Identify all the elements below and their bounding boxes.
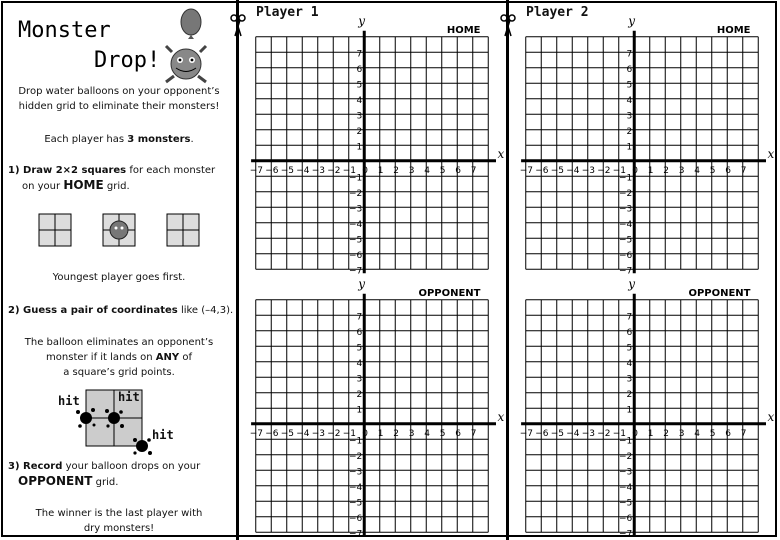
y-tick-label: 1 [356, 142, 363, 153]
winner-line1: The winner is the last player with [35, 508, 203, 519]
y-tick-label: 2 [626, 126, 633, 137]
x-tick-label: −6 [265, 428, 279, 439]
y-tick-label: 5 [626, 80, 633, 91]
x-tick-label: −5 [280, 428, 295, 439]
y-tick-label: −4 [618, 482, 633, 493]
y-tick-label: 6 [626, 64, 633, 75]
x-tick-label: −4 [296, 165, 310, 176]
y-tick-label: 7 [626, 49, 633, 60]
x-tick-label: 7 [470, 165, 477, 176]
youngest-line: Youngest player goes first. [52, 272, 186, 283]
balloon-line3: a square’s grid points. [63, 367, 175, 378]
y-tick-label: 3 [356, 111, 363, 122]
x-tick-label: −1 [612, 428, 627, 439]
y-tick-label: −6 [618, 250, 633, 261]
y-tick-label: 4 [356, 358, 363, 369]
x-tick-label: 6 [455, 428, 461, 439]
x-tick-label: 5 [439, 428, 446, 439]
y-tick-label: −2 [348, 188, 363, 199]
x-tick-label: −4 [566, 165, 580, 176]
x-tick-label: 1 [647, 165, 654, 176]
x-tick-label: −6 [265, 165, 279, 176]
x-tick-label: −5 [550, 165, 565, 176]
y-tick-label: −5 [618, 235, 633, 246]
x-tick-label: −6 [535, 428, 549, 439]
title-line2: Drop! [94, 48, 161, 73]
x-tick-label: −7 [249, 428, 264, 439]
x-tick-label: 4 [694, 165, 700, 176]
y-tick-label: 2 [356, 389, 363, 400]
x-tick-label: 6 [725, 165, 731, 176]
title-line1: Monster [18, 18, 111, 43]
x-tick-label: −6 [535, 165, 549, 176]
y-tick-label: −3 [618, 467, 633, 478]
y-tick-label: −7 [618, 529, 633, 540]
x-axis-label: x [767, 146, 775, 161]
step1-line2: on your HOME grid. [22, 178, 130, 192]
x-tick-label: 0 [362, 165, 368, 176]
x-tick-label: −5 [550, 428, 565, 439]
x-tick-label: −2 [327, 165, 341, 176]
y-tick-label: −6 [348, 250, 363, 261]
y-tick-label: −3 [618, 204, 633, 215]
y-tick-label: −3 [348, 204, 363, 215]
balloon-line2: monster if it lands on ANY of [46, 352, 192, 363]
y-tick-label: 7 [356, 312, 363, 323]
x-tick-label: 7 [470, 428, 477, 439]
x-tick-label: −7 [519, 428, 534, 439]
y-axis-label: y [628, 276, 636, 291]
grid-label-opponent: OPPONENT [688, 287, 751, 299]
grid-label-home: HOME [446, 24, 481, 36]
y-tick-label: 6 [356, 327, 363, 338]
x-tick-label: −3 [311, 165, 326, 176]
x-tick-label: 0 [362, 428, 368, 439]
x-tick-label: −1 [342, 428, 357, 439]
x-tick-label: −1 [612, 165, 627, 176]
x-tick-label: 2 [393, 165, 399, 176]
x-tick-label: 7 [740, 428, 747, 439]
x-tick-label: −2 [597, 165, 611, 176]
y-tick-label: 6 [626, 327, 633, 338]
y-tick-label: −5 [348, 498, 363, 509]
x-tick-label: 6 [725, 428, 731, 439]
player1-home-grid [250, 14, 505, 277]
x-axis-label: x [767, 409, 775, 424]
y-tick-label: −7 [348, 529, 363, 540]
hit-label-2: hit [118, 390, 140, 404]
x-tick-label: 3 [678, 165, 685, 176]
y-tick-label: 4 [626, 358, 633, 369]
x-tick-label: 2 [663, 428, 669, 439]
x-axis-label: x [497, 409, 505, 424]
step3-line1: 3) Record your balloon drops on your [8, 461, 201, 472]
x-tick-label: 3 [678, 428, 685, 439]
intro-line2: hidden grid to eliminate their monsters! [18, 101, 220, 112]
y-tick-label: 5 [626, 343, 633, 354]
y-tick-label: −5 [348, 235, 363, 246]
y-tick-label: 2 [356, 126, 363, 137]
y-tick-label: 4 [626, 95, 633, 106]
y-tick-label: −2 [348, 451, 363, 462]
y-tick-label: 5 [356, 80, 363, 91]
hit-label-1: hit [58, 394, 80, 408]
x-tick-label: 4 [424, 165, 430, 176]
y-tick-label: −4 [348, 219, 363, 230]
step1-line1: 1) Draw 2×2 squares for each monster [8, 165, 216, 176]
y-tick-label: 3 [626, 374, 633, 385]
x-axis-label: x [497, 146, 505, 161]
x-tick-label: −3 [581, 165, 596, 176]
x-tick-label: 1 [377, 165, 384, 176]
y-tick-label: 3 [356, 374, 363, 385]
step3-line2: OPPONENT grid. [18, 474, 119, 488]
y-axis-label: y [358, 276, 366, 291]
x-tick-label: 5 [709, 428, 716, 439]
balloon-line1: The balloon eliminates an opponent’s [24, 337, 214, 348]
x-tick-label: 0 [632, 165, 638, 176]
x-tick-label: 1 [377, 428, 384, 439]
y-tick-label: −2 [618, 451, 633, 462]
x-tick-label: −3 [581, 428, 596, 439]
x-tick-label: −1 [342, 165, 357, 176]
y-tick-label: −7 [618, 266, 633, 277]
player1-title: Player 1 [256, 5, 319, 20]
x-tick-label: 2 [663, 165, 669, 176]
x-tick-label: 1 [647, 428, 654, 439]
x-tick-label: −7 [519, 165, 534, 176]
y-tick-label: −5 [618, 498, 633, 509]
x-tick-label: −2 [597, 428, 611, 439]
y-tick-label: −1 [618, 436, 633, 447]
x-tick-label: 7 [740, 165, 747, 176]
grid-label-home: HOME [716, 24, 751, 36]
y-tick-label: 3 [626, 111, 633, 122]
x-tick-label: −4 [566, 428, 580, 439]
winner-line2: dry monsters! [83, 523, 155, 534]
x-tick-label: −5 [280, 165, 295, 176]
y-tick-label: −6 [618, 513, 633, 524]
x-tick-label: −3 [311, 428, 326, 439]
y-tick-label: −4 [618, 219, 633, 230]
y-tick-label: −1 [348, 436, 363, 447]
intro-line1: Drop water balloons on your opponent’s [18, 86, 220, 97]
x-tick-label: 5 [709, 165, 716, 176]
x-tick-label: 3 [408, 165, 415, 176]
grid-label-opponent: OPPONENT [418, 287, 481, 299]
x-tick-label: 4 [424, 428, 430, 439]
x-tick-label: 0 [632, 428, 638, 439]
x-tick-label: 4 [694, 428, 700, 439]
y-tick-label: 1 [356, 405, 363, 416]
y-axis-label: y [628, 13, 636, 28]
x-tick-label: −7 [249, 165, 264, 176]
step2-line: 2) Guess a pair of coordinates like (–4,3). [8, 305, 234, 316]
y-tick-label: 1 [626, 405, 633, 416]
y-axis-label: y [358, 13, 366, 28]
each-player-line: Each player has 3 monsters. [44, 134, 194, 145]
player1-opponent-grid [250, 277, 505, 540]
hit-label-3: hit [152, 428, 174, 442]
y-tick-label: −7 [348, 266, 363, 277]
y-tick-label: 4 [356, 95, 363, 106]
x-tick-label: 5 [439, 165, 446, 176]
y-tick-label: −6 [348, 513, 363, 524]
x-tick-label: 3 [408, 428, 415, 439]
x-tick-label: 2 [393, 428, 399, 439]
y-tick-label: −1 [618, 173, 633, 184]
player2-home-grid [520, 14, 775, 277]
y-tick-label: −2 [618, 188, 633, 199]
player2-title: Player 2 [526, 5, 589, 20]
y-tick-label: 1 [626, 142, 633, 153]
y-tick-label: 7 [356, 49, 363, 60]
y-tick-label: 2 [626, 389, 633, 400]
y-tick-label: 6 [356, 64, 363, 75]
player2-opponent-grid [520, 277, 775, 540]
y-tick-label: 5 [356, 343, 363, 354]
y-tick-label: −3 [348, 467, 363, 478]
y-tick-label: −4 [348, 482, 363, 493]
x-tick-label: 6 [455, 165, 461, 176]
x-tick-label: −2 [327, 428, 341, 439]
x-tick-label: −4 [296, 428, 310, 439]
y-tick-label: −1 [348, 173, 363, 184]
y-tick-label: 7 [626, 312, 633, 323]
